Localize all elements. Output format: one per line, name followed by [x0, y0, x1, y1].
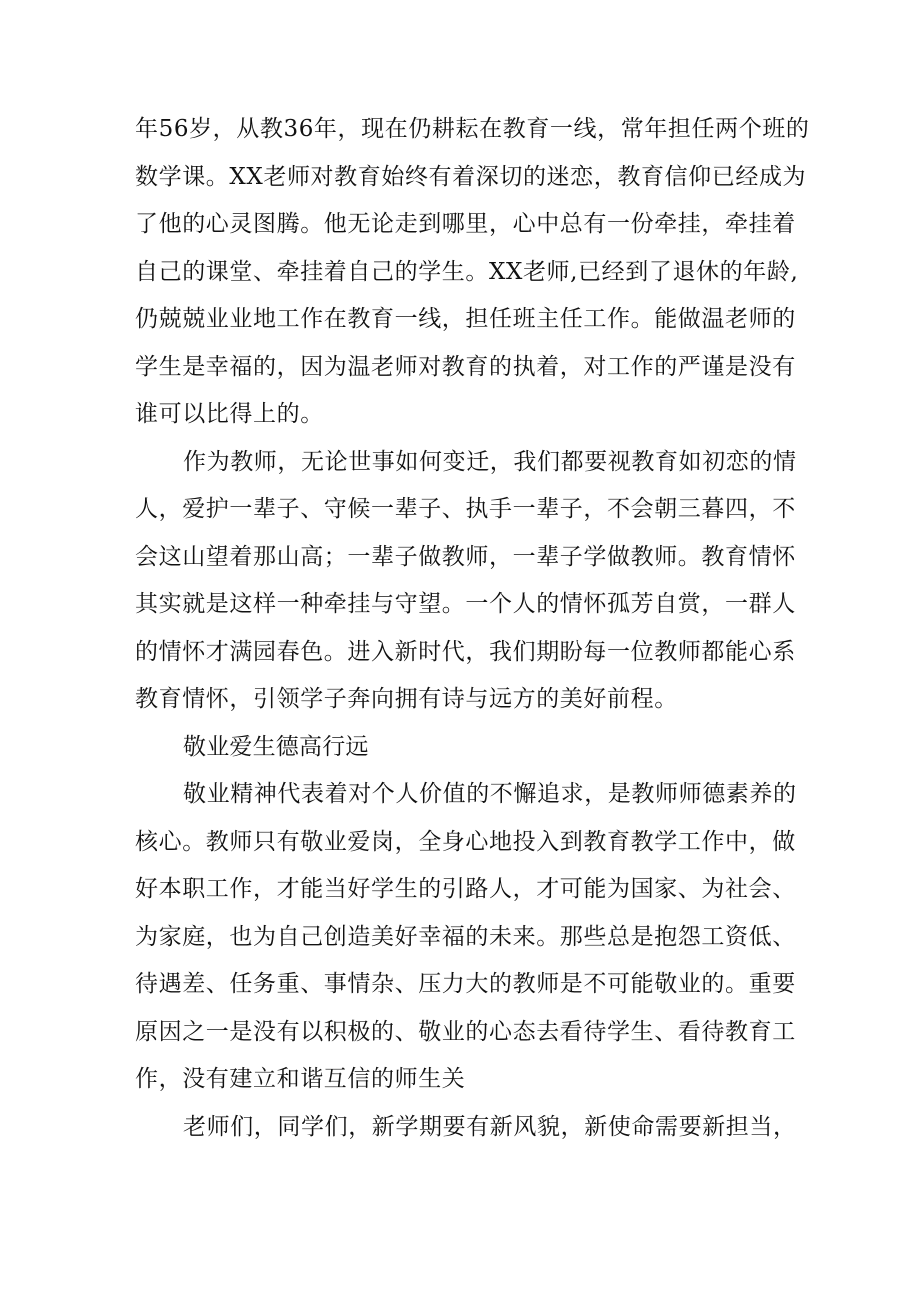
text-line: 学生是幸福的，因为温老师对教育的执着，对工作的严谨是没有: [135, 353, 796, 380]
text-line: 年56岁，从教36年，现在仍耕耘在教育一线，常年担任两个班的: [135, 116, 810, 142]
text-line: 作，没有建立和谐互信的师生关: [135, 1066, 466, 1092]
text-line: 好本职工作，才能当好学生的引路人，才可能为国家、为社会、: [135, 876, 796, 902]
text-line: 会这山望着那山高；一辈子做教师，一辈子学做教师。教育情怀: [135, 543, 796, 570]
text-line: 人，爱护一辈子、守候一辈子、执手一辈子，不会朝三暮四，不: [135, 496, 796, 522]
text-line: 其实就是这样一种牵挂与守望。一个人的情怀孤芳自赏，一群人: [135, 591, 796, 617]
text-line: 为家庭，也为自己创造美好幸福的未来。那些总是抱怨工资低、: [135, 923, 796, 950]
text-line: 核心。教师只有敬业爱岗，全身心地投入到教育教学工作中，做: [135, 828, 796, 855]
text-line: 仍兢兢业业地工作在教育一线，担任班主任工作。能做温老师的: [135, 306, 796, 332]
document-body: [135, 106, 810, 1151]
text-line: 老师们，同学们，新学期要有新风貌，新使命需要新担当，: [183, 1113, 797, 1140]
paragraph-1: [135, 106, 810, 439]
text-line: 敬业精神代表着对个人价值的不懈追求，是教师师德素养的: [183, 781, 797, 807]
text-line: 待遇差、任务重、事情杂、压力大的教师是不可能敬业的。重要: [135, 971, 796, 997]
text-line: 谁可以比得上的。: [135, 401, 324, 427]
text-line: 自己的课堂、牵挂着自己的学生。XX老师,已经到了退休的年龄,: [135, 258, 799, 285]
text-line: 原因之一是没有以积极的、敬业的心态去看待学生、看待教育工: [135, 1018, 796, 1045]
paragraph-4: [135, 1104, 797, 1152]
paragraph-3: [135, 771, 797, 1104]
text-line: 作为教师，无论世事如何变迁，我们都要视教育如初恋的情: [183, 448, 797, 475]
text-line: 了他的心灵图腾。他无论走到哪里，心中总有一份牵挂，牵挂着: [135, 211, 796, 237]
text-line: 的情怀才满园春色。进入新时代，我们期盼每一位教师都能心系: [135, 638, 796, 665]
section-heading: [135, 724, 785, 772]
paragraph-2: [135, 439, 797, 724]
heading-text: 敬业爱生德高行远: [183, 733, 369, 760]
text-line: 教育情怀，引领学子奔向拥有诗与远方的美好前程。: [135, 686, 678, 712]
text-line: 数学课。XX老师对教育始终有着深切的迷恋，教育信仰已经成为: [135, 163, 807, 190]
